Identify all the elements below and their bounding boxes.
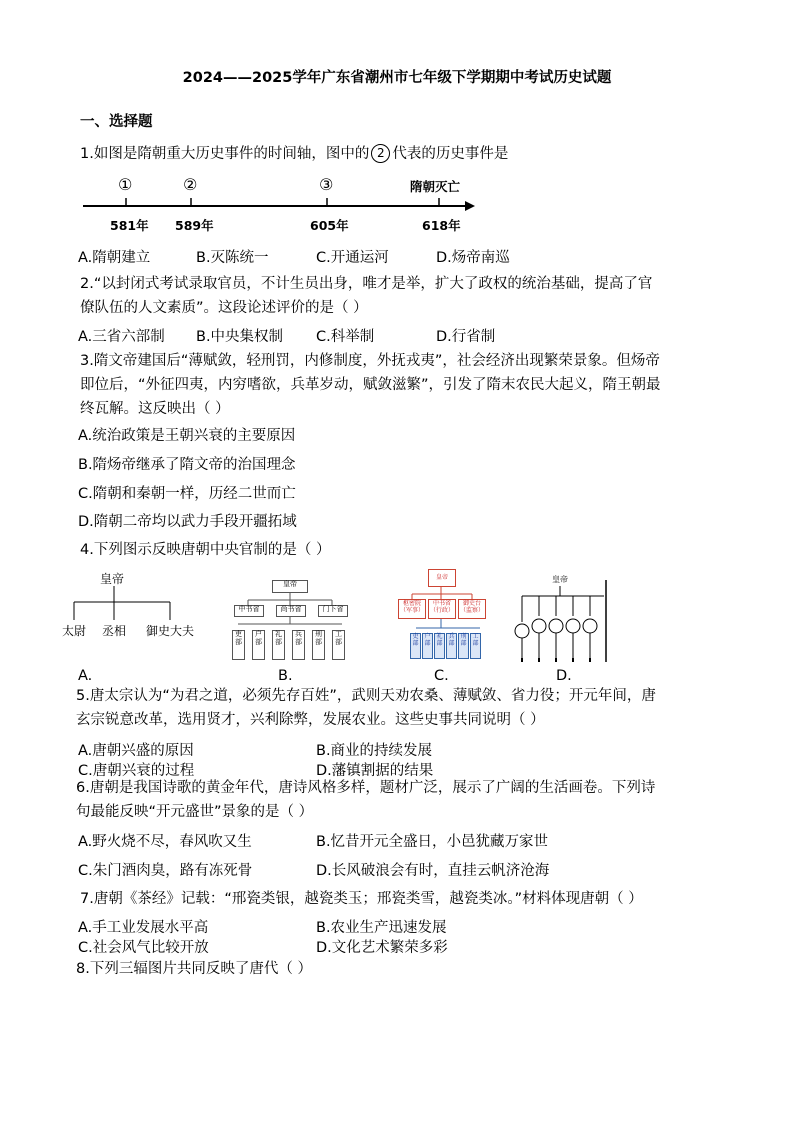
diagram-b-dept-1: 吏部 [232, 630, 245, 660]
diagram-b-mid-2: 尚书省 [276, 605, 306, 617]
q5-option-d[interactable]: D.藩镇割据的结果 [316, 763, 434, 779]
diagram-d-shapes [512, 574, 612, 664]
q7-option-d[interactable]: D.文化艺术繁荣多彩 [316, 940, 448, 956]
q5-line-2: 玄宗锐意改革，选用贤才，兴利除弊，发展农业。这些史事共同说明（ ） [76, 712, 545, 728]
diagram-c-dept-6: 工部 [470, 633, 481, 659]
q1-timeline [80, 172, 480, 234]
diagram-c-top: 皇帝 [428, 569, 456, 587]
timeline-year-2: 589年 [175, 218, 214, 233]
timeline-mark-4: 隋朝灭亡 [410, 179, 461, 194]
timeline-mark-3: ③ [319, 175, 334, 194]
timeline-year-1: 581年 [110, 218, 149, 233]
diagram-c-mid-2: 中书省（行政） [428, 599, 456, 619]
question-2-stem [80, 272, 720, 320]
q4-option-b[interactable]: B. [278, 668, 293, 684]
diagram-c-dept-5: 刑部 [458, 633, 469, 659]
question-6-stem [76, 776, 716, 824]
circled-mark: 2 [371, 144, 390, 163]
diagram-b-dept-5: 刑部 [312, 630, 325, 660]
q1-option-b[interactable]: B.灭陈统一 [196, 250, 269, 266]
q7-option-a[interactable]: A.手工业发展水平高 [78, 920, 209, 936]
diagram-c-mid-3: 御史台（监察） [458, 599, 486, 619]
q2-option-d[interactable]: D.行省制 [436, 329, 496, 345]
diagram-a-child-1: 太尉 [62, 624, 87, 638]
timeline-year-3: 605年 [310, 218, 349, 233]
timeline-mark-2: ② [183, 175, 198, 194]
q4-diagram-c[interactable] [398, 566, 488, 662]
question-1-stem [80, 142, 508, 163]
diagram-a-child-3: 御史大夫 [146, 624, 195, 638]
diagram-a-top: 皇帝 [100, 572, 125, 586]
q4-diagram-d[interactable] [512, 574, 612, 664]
q2-line-1: 2.“以封闭式考试录取官员，不计生员出身，唯才是举，扩大了政权的统治基础，提高了官 [80, 276, 653, 292]
q3-line-1: 3.隋文帝建国后“薄赋敛，轻刑罚，内修制度，外抚戎夷”，社会经济出现繁荣景象。但炀帝 [80, 353, 660, 369]
q2-option-c[interactable]: C.科举制 [316, 329, 375, 345]
diagram-c-dept-4: 兵部 [446, 633, 457, 659]
diagram-a-child-2: 丞相 [102, 624, 127, 638]
diagram-b-dept-2: 户部 [252, 630, 265, 660]
diagram-c-mid-1: 枢密院（军事） [398, 599, 426, 619]
diagram-b-dept-4: 兵部 [292, 630, 305, 660]
question-3-stem [80, 349, 720, 421]
diagram-c-dept-2: 户部 [422, 633, 433, 659]
q4-diagram-a[interactable] [62, 570, 202, 640]
diagram-d-top: 皇帝 [552, 575, 568, 584]
q3-option-d[interactable]: D.隋朝二帝均以武力手段开疆拓域 [78, 514, 297, 530]
page-title: 2024——2025学年广东省潮州市七年级下学期期中考试历史试题 [182, 70, 612, 86]
q4-option-d[interactable]: D. [556, 668, 572, 684]
q3-line-3: 终瓦解。这反映出（ ） [80, 401, 230, 417]
q7-option-c[interactable]: C.社会风气比较开放 [78, 940, 209, 956]
diagram-b-dept-3: 礼部 [272, 630, 285, 660]
q5-line-1: 5.唐太宗认为“为君之道，必须先存百姓”，武则天劝农桑、薄赋敛、省力役；开元年间，唐 [76, 688, 656, 704]
question-4-stem: 4.下列图示反映唐朝中央官制的是（ ） [80, 542, 331, 558]
q2-option-b[interactable]: B.中央集权制 [196, 329, 284, 345]
q1-option-c[interactable]: C.开通运河 [316, 250, 389, 266]
q5-option-b[interactable]: B.商业的持续发展 [316, 743, 433, 759]
timeline-mark-1: ① [118, 175, 133, 194]
diagram-c-dept-3: 礼部 [434, 633, 445, 659]
q1-option-d[interactable]: D.炀帝南巡 [436, 250, 510, 266]
q6-line-1: 6.唐朝是我国诗歌的黄金年代，唐诗风格多样，题材广泛，展示了广阔的生活画卷。下列诗 [76, 780, 656, 796]
question-5-stem [76, 684, 716, 732]
q3-line-2: 即位后，“外征四夷，内穷嗜欲，兵革岁动，赋敛滋繁”，引发了隋末农民大起义，隋王朝最 [80, 377, 661, 393]
q7-option-b[interactable]: B.农业生产迅速发展 [316, 920, 447, 936]
q4-diagram-b[interactable] [232, 578, 352, 662]
q5-option-a[interactable]: A.唐朝兴盛的原因 [78, 743, 194, 759]
q1-stem-b: 代表的历史事件是 [392, 146, 509, 162]
q1-stem-a: 1.如图是隋朝重大历史事件的时间轴，图中的 [80, 146, 370, 162]
q2-option-a[interactable]: A.三省六部制 [78, 329, 165, 345]
q1-option-a[interactable]: A.隋朝建立 [78, 250, 151, 266]
question-7-stem: 7.唐朝《茶经》记载：“邢瓷类银，越瓷类玉；邢瓷类雪，越瓷类冰。”材料体现唐朝（ ） [80, 891, 643, 907]
q6-option-d[interactable]: D.长风破浪会有时，直挂云帆济沧海 [316, 863, 550, 879]
question-8-stem: 8.下列三辐图片共同反映了唐代（ ） [76, 961, 312, 977]
q5-option-c[interactable]: C.唐朝兴衰的过程 [78, 763, 195, 779]
q4-option-c[interactable]: C. [434, 668, 449, 684]
q6-option-c[interactable]: C.朱门酒肉臭，路有冻死骨 [78, 863, 253, 879]
diagram-c-dept-1: 吏部 [410, 633, 421, 659]
q3-option-a[interactable]: A.统治政策是王朝兴衰的主要原因 [78, 428, 296, 444]
q4-option-a[interactable]: A. [78, 668, 93, 684]
diagram-b-mid-3: 门下省 [318, 605, 348, 617]
timeline-year-4: 618年 [422, 218, 461, 233]
q6-option-b[interactable]: B.忆昔开元全盛日，小邑犹藏万家世 [316, 834, 549, 850]
q6-line-2: 句最能反映“开元盛世”景象的是（ ） [76, 804, 314, 820]
q3-option-c[interactable]: C.隋朝和秦朝一样，历经二世而亡 [78, 486, 296, 502]
diagram-b-top: 皇帝 [272, 580, 308, 593]
q2-line-2: 僚队伍的人文素质”。这段论述评价的是（ ） [80, 300, 368, 316]
diagram-b-dept-6: 工部 [332, 630, 345, 660]
diagram-b-mid-1: 中书省 [234, 605, 264, 617]
section-heading: 一、选择题 [80, 114, 153, 130]
q3-option-b[interactable]: B.隋炀帝继承了隋文帝的治国理念 [78, 457, 296, 473]
q6-option-a[interactable]: A.野火烧不尽，春风吹又生 [78, 834, 252, 850]
